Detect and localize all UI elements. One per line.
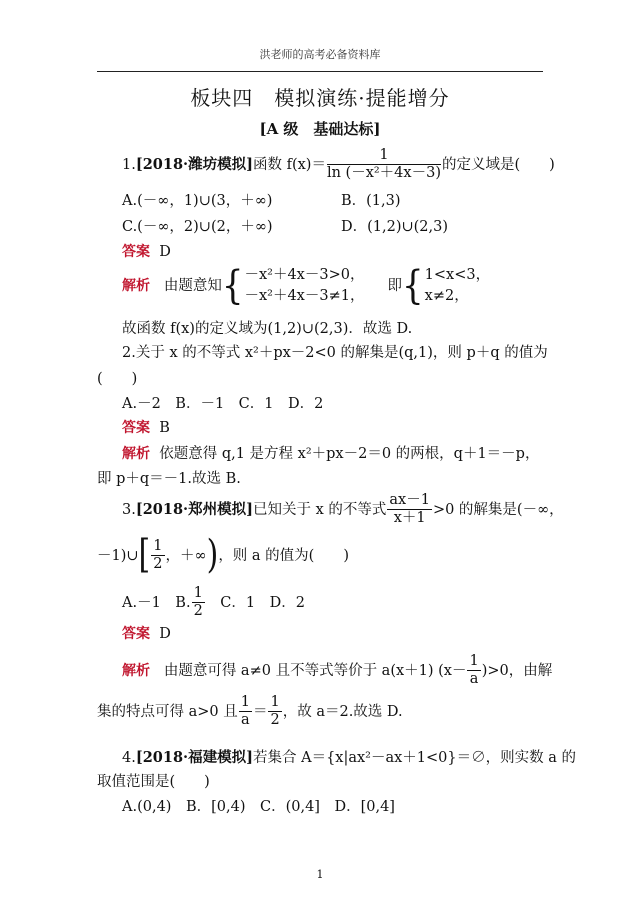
q2-answer: 答案 B bbox=[122, 420, 170, 436]
question-4-stem: 4.[2018·福建模拟]若集合 A＝{x|ax²－ax＋1<0}＝∅，则实数 a 的 bbox=[122, 749, 576, 766]
answer-label: 答案 bbox=[122, 244, 150, 260]
q3-analysis: 解析 由题意可得 a≠0 且不等式等价于 a(x＋1) (x－ $\frac{1}{a}$ )>0，由解 bbox=[122, 653, 553, 688]
q4-source: [2018·福建模拟] bbox=[135, 749, 253, 766]
analysis-label: 解析 bbox=[122, 278, 150, 295]
q1-option-d: D．(1,2)∪(2,3) bbox=[341, 219, 449, 235]
q1-system-2: { 1<x<3， x≠2， bbox=[402, 263, 491, 310]
q4-options: A.(0,4) B．[0,4) C．(0,4] D．[0,4] bbox=[122, 799, 395, 815]
q2-analysis-line2: 即 p＋q＝－1.故选 B. bbox=[97, 471, 241, 487]
question-3-line2: －1)∪[ $\frac{1}{2}$ ，＋∞)，则 a 的值为( ) bbox=[97, 532, 349, 578]
q3-analysis-fraction: $\frac{1}{a}$ bbox=[469, 653, 479, 688]
q1-source: [2018·潍坊模拟] bbox=[135, 155, 253, 173]
q3-interval-fraction: $\frac{1}{2}$ bbox=[153, 538, 163, 573]
q1-option-c: C.(－∞，2)∪(2，＋∞) bbox=[122, 219, 273, 235]
q1-answer: 答案 D bbox=[122, 244, 171, 260]
question-1-stem: 1.[2018·潍坊模拟]函数 f(x)＝ $\frac{1}{\text{ln (－x²＋4x－3)}}$ 的定义域是( ) bbox=[122, 147, 555, 182]
page-number: 1 bbox=[316, 868, 324, 881]
page-header: 洪老师的高考必备资料库 bbox=[259, 48, 381, 61]
question-2-stem: 2.关于 x 的不等式 x²＋px－2<0 的解集是(q,1)，则 p＋q 的值为 bbox=[122, 345, 548, 361]
question-2-paren: ( ) bbox=[97, 371, 138, 387]
q3-option-b-fraction: $\frac{1}{2}$ bbox=[193, 585, 203, 620]
question-3-stem: 3.[2018·郑州模拟]已知关于 x 的不等式 $\frac{ax-1}{x+1}$ >0 的解集是(－∞， bbox=[122, 492, 564, 527]
q1-option-b: B．(1,3) bbox=[341, 193, 401, 209]
q1-fraction: $\frac{1}{\text{ln (－x²＋4x－3)}}$ bbox=[326, 147, 441, 182]
question-4-line2: 取值范围是( ) bbox=[97, 774, 210, 790]
level-heading: [A 级 基础达标] bbox=[259, 120, 381, 138]
q1-conclusion: 故函数 f(x)的定义域为(1,2)∪(2,3)．故选 D. bbox=[122, 321, 413, 337]
q1-option-a: A.(－∞，1)∪(3，＋∞) bbox=[122, 193, 273, 209]
section-title: 板块四 模拟演练·提能增分 bbox=[190, 86, 450, 110]
q1-analysis: 解析 由题意知 { －x²＋4x－3>0， －x²＋4x－3≠1， 即 { 1<x<3， x≠2， bbox=[122, 263, 491, 310]
header-rule bbox=[97, 71, 543, 72]
q3-source: [2018·郑州模拟] bbox=[135, 500, 253, 518]
q2-options: A.－2 B．－1 C．1 D．2 bbox=[122, 396, 324, 412]
q2-analysis: 解析 依题意得 q,1 是方程 x²＋px－2＝0 的两根，q＋1＝－p， bbox=[122, 446, 540, 462]
q1-system-1: { －x²＋4x－3>0， －x²＋4x－3≠1， bbox=[221, 263, 365, 310]
q3-analysis-line2: 集的特点可得 a>0 且 $\frac{1}{a}$ ＝ $\frac{1}{2}$ ，故 a＝2.故选 D. bbox=[97, 694, 403, 729]
q3-fraction: $\frac{ax-1}{x+1}$ bbox=[389, 492, 430, 527]
q3-answer: 答案 D bbox=[122, 626, 171, 642]
q3-options: A.－1 B. $\frac{1}{2}$ C．1 D．2 bbox=[122, 585, 305, 620]
